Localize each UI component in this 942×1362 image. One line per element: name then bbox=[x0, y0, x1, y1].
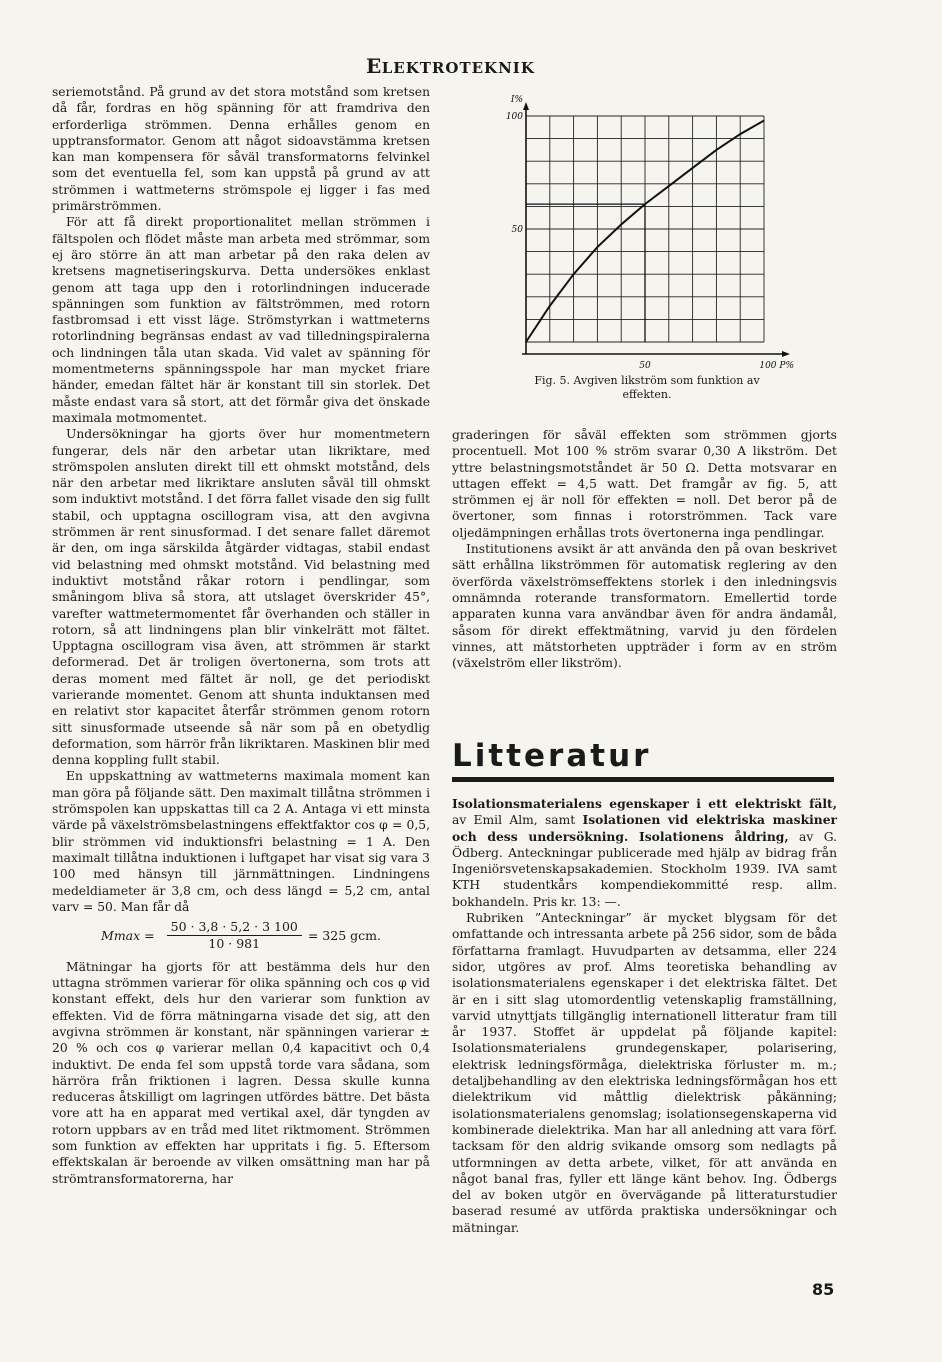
paragraph: Institutionens avsikt är att använda den på ovan beskrivet sätt erhållna likströmmen för automatisk reglering av den överförda växelströmseffektens storlek i den inledningsvis omnämnda roterande transformatorn. Emellertid torde apparaten kunna vara användbar även för andra ändamål, såsom för direkt effektmätning, varvid ju den fördelen vinnes, att mätstorheten uppträder i form av en ström (växelström eller likström). bbox=[452, 542, 837, 671]
book-reference bbox=[452, 796, 837, 910]
heading-rule bbox=[452, 777, 834, 782]
moment-formula bbox=[52, 919, 430, 953]
y-tick-label: 50 bbox=[511, 225, 523, 235]
y-tick-label: 100 bbox=[506, 112, 523, 122]
formula-rhs: = 325 gcm. bbox=[307, 927, 381, 943]
paragraph: graderingen för såväl effekten som strömmen gjorts procentuell. Mot 100 % ström svarar 0,30 A likström. Det yttre belastningsmotståndet är 50 Ω. Detta motsvarar en uttagen effekt = 4,5 watt. Det framgår av fig. 5, att strömmen ej är noll för effekten = noll. Det beror på de övertoner, som finnas i rotorströmmen. Tack vare oljedämpningen erhållas trots övertonerna inga pendlingar. bbox=[452, 428, 837, 540]
formula-numerator: 50 · 3,8 · 5,2 · 3 100 bbox=[167, 919, 302, 936]
paragraph: En uppskattning av wattmeterns maximala moment kan man göra på följande sätt. Den maximalt tillåtna strömmen i strömspolen kan uppskattas till ca 2 A. Antaga vi ett minsta värde på växelströmsbelastningens effektfaktor cos φ = 0,5, blir strömmen vid induktionsfri belastning = 1 A. Den maximalt tillåtna induktionen i luftgapet har visat sig vara 3 100 med hänsyn till järnmättningen. Lindningens medeldiameter är 3,8 cm, och dess längd = 5,2 cm, antal varv = 50. Man får då bbox=[52, 769, 430, 914]
paragraph: seriemotstånd. På grund av det stora motstånd som kretsen då får, fordras en hög spänning för att framdriva den erforderliga strömmen. Denna erhålles genom en upptransformator. Genom att något sidoavstämma kretsen kan man kompensera för såväl transformatorns felvinkel som det eventuella fel, som kan uppstå på grund av att strömmen i wattmeterns strömspole ej ligger i fas med primärströmmen. bbox=[52, 85, 430, 214]
figure-caption: Fig. 5. Avgiven likström som funktion av effekten. bbox=[534, 374, 760, 401]
author-text: av Emil Alm, samt bbox=[452, 813, 583, 828]
left-column bbox=[52, 84, 430, 1187]
literature-review bbox=[452, 796, 837, 1236]
annotation-guide bbox=[526, 204, 645, 342]
x-tick-label: 50 bbox=[639, 361, 651, 371]
section-heading-literature: Litteratur bbox=[452, 738, 652, 774]
paragraph: Rubriken ”Anteckningar” är mycket blygsam för det omfattande och intressanta arbete på 256 sidor, som de båda författarna framlagt. Huvudparten av detsamma, eller 224 sidor, utgöres av prof. Alms teoretiska behandling av isolationsmaterialens egenskaper i det elektriska fältet. Det är en i sitt slag utomordentlig vetenskaplig framställning, varvid utnyttjats tillgänglig internationell litteratur fram till år 1937. Stoffet är uppdelat på följande kapitel: Isolationsmaterialens grundegenskaper, polarisering, elektrisk ledningsförmåga, dielektriska förluster m. m.; detaljbehandling av den elektriska ledningsförmågan hos ett dielektrikum vid måttlig dielektrisk påkänning; isolationsmaterialens genomslag; isolationsegenskaperna vid kombinerade dielektrika. Man har all anledning att vara förf. tacksam för den aldrig svikande omsorg som nedlagts på utformningen av detta arbete, vilket, för att använda en något banal fras, fyller ett länge känt behov. Ing. Ödbergs del av boken utgör en övervägande på litteraturstudier baserad resumé av utförda praktiska undersökningar och mätningar. bbox=[452, 911, 837, 1235]
paragraph: För att få direkt proportionalitet mellan strömmen i fältspolen och flödet måste man arbeta med strömmar, som ej äro större än att man arbetar på den raka delen av kretsens magnetiseringskurva. Detta undersökes enklast genom att taga upp den i rotorlindningen inducerade spänningen som funktion av fältströmmen, med rotorn fastbromsad i ett visst läge. Strömstyrkan i wattmeterns rotorlindning begränsas endast av vad tilledningspiralerna och lindningen tåla utan skada. Vid valet av spänning för momentmeterns spänningsspole har man mycket friare händer, emedan fältet här är konstant till sin storlek. Det måste endast vara så stort, att det förmår giva det önskade maximala motmomentet. bbox=[52, 215, 430, 425]
x-axis-label: 100 P% bbox=[759, 361, 794, 371]
x-axis-arrow bbox=[782, 351, 790, 357]
right-column-top bbox=[452, 427, 837, 671]
y-axis-arrow bbox=[523, 102, 529, 110]
formula-lhs: Mmax = bbox=[101, 927, 155, 943]
formula-fraction bbox=[167, 919, 302, 953]
page-number: 85 bbox=[812, 1280, 835, 1299]
formula-denominator: 10 · 981 bbox=[208, 936, 261, 952]
figure-5-chart bbox=[506, 88, 796, 408]
book-title: Isolationsmaterialens egenskaper i ett elektriskt fält, bbox=[452, 796, 837, 811]
paragraph: Mätningar ha gjorts för att bestämma dels hur den uttagna strömmen varierar för olika spänning och cos φ vid konstant effekt, dels hur den varierar som funktion av effekten. Vid de förra mätningarna visade det sig, att den avgivna strömmen är konstant, när spänningen varierar ± 20 % och cos φ varierar mellan 0,4 kapacitivt och 0,4 induktivt. De enda fel som uppstå torde vara sådana, som härröra från friktionen i lagren. Dessa skulle kunna reduceras åtskilligt om lagringen utfördes bättre. Det bästa vore att ha en apparat med vertikal axel, där tyngden av rotorn uppbars av en tråd med litet riktmoment. Strömmen som funktion av effekten har uppritats i fig. 5. Eftersom effektskalan är beroende av vilken omsättning man har på strömtransformatorerna, har bbox=[52, 959, 430, 1186]
reference-details: av G. Ödberg. Anteckningar publicerade med hjälp av bidrag från Ingeniörsvetenskapsakademien. Stockholm 1939. IVA samt KTH studentkårs kompendiekommitté resp. allm. bokhandeln. Pris kr. 13: —. bbox=[452, 829, 837, 909]
book-title-2: Isolationen vid elektriska maskiner och dess undersökning. Isolationens åldring, bbox=[452, 812, 838, 844]
paragraph: Undersökningar ha gjorts över hur momentmetern fungerar, dels när den arbetar utan likriktare, med strömspolen ansluten direkt till ett ohmskt motstånd, dels när den arbetar med likriktare ansluten såväl till ohmskt som induktivt motstånd. I det förra fallet visade den sig fullt stabil, och upptagna oscillogram visa, att den avgivna strömmen är rent sinusformad. I det senare fallet däremot är den, om inga särskilda åtgärder vidtagas, stabil endast vid belastning med ohmskt motstånd. Vid belastning med induktivt motstånd råkar rotorn i pendlingar, som småningom bliva så stora, att utslaget överskrider 45°, varefter wattmetermomentet får överhanden och ställer in rotorn, så att lindningens plan blir vinkelrätt mot fältet. Upptagna oscillogram visa även, att strömmen är starkt deformerad. Det är troligen övertonerna, som trots att deras moment med fältet är noll, ge det periodiskt varierande momentet. Genom att shunta induktansen med en relativt stor kapacitet återfår strömmen genom rotorn sitt sinusformade utseende så när som på en obetydlig deformation, som härrör från likriktaren. Maskinen blir med denna koppling fullt stabil. bbox=[52, 427, 430, 768]
running-header: ELEKTROTEKNIK bbox=[366, 54, 535, 78]
y-axis-label: I% bbox=[510, 95, 523, 105]
